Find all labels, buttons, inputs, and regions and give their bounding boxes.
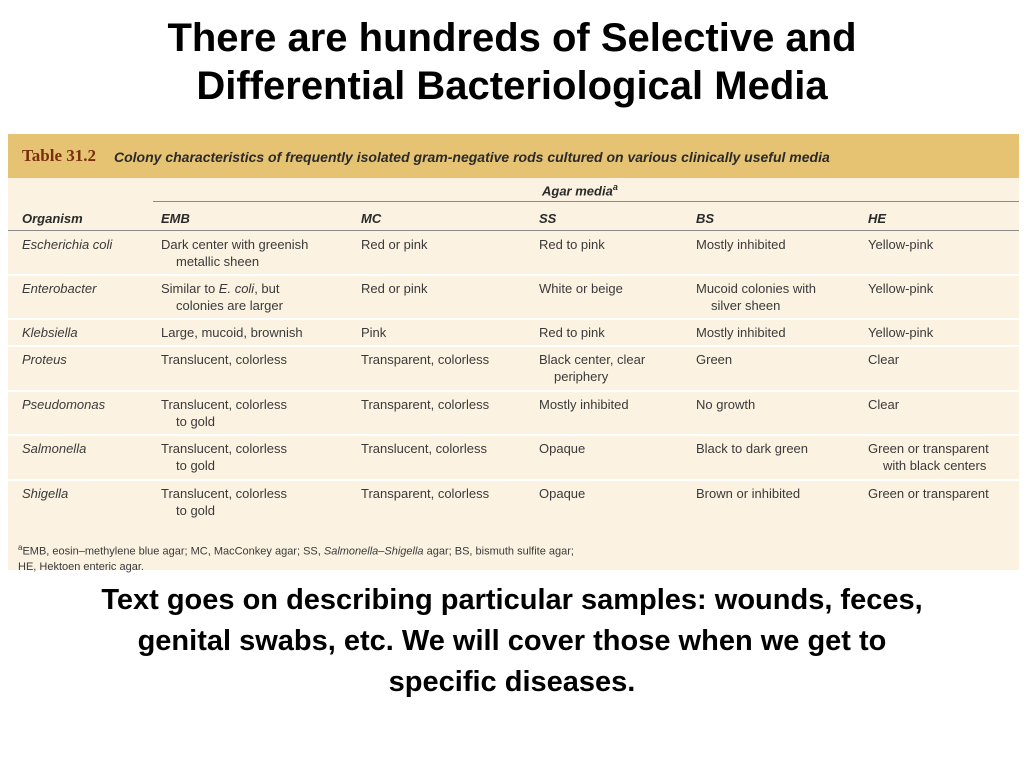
mc-cell: Pink: [361, 325, 387, 340]
column-header-mc: MC: [361, 211, 382, 226]
table-row: [8, 481, 1019, 533]
bs-cell: Green: [696, 352, 733, 367]
he-cell: Yellow-pink: [868, 237, 934, 252]
ss-cell: White or beige: [539, 281, 623, 296]
organism-name: Enterobacter: [22, 281, 97, 296]
ss-cell: Mostly inhibited: [539, 397, 629, 412]
footnote-line-1: [18, 540, 574, 560]
emb-cell-cont: to gold: [176, 503, 216, 518]
ss-cell-cont: periphery: [554, 369, 609, 384]
bs-cell-cont: silver sheen: [711, 298, 781, 313]
footnote-line-2: HE, Hektoen enteric agar.: [18, 560, 144, 573]
body-line-1: Text goes on describing particular samples: wounds, feces,: [101, 584, 923, 616]
footnote-mark: a: [18, 543, 23, 552]
emb-cell-cont: colonies are larger: [176, 298, 283, 313]
emb-cell: Dark center with greenish: [161, 237, 309, 252]
table-row: [8, 347, 1019, 392]
he-cell: Green or transparent: [868, 486, 989, 501]
column-header-ss: SS: [539, 211, 557, 226]
agar-media-footnote-mark: a: [612, 182, 618, 192]
he-cell-cont: with black centers: [883, 458, 987, 473]
table-row: [8, 392, 1019, 436]
footnote-text-end: agar; BS, bismuth sulfite agar;: [423, 545, 574, 558]
bs-cell: Black to dark green: [696, 441, 809, 456]
column-header-he: HE: [868, 211, 887, 226]
emb-cell: Translucent, colorless: [161, 352, 287, 367]
organism-name: Salmonella: [22, 441, 87, 456]
slide-title-line-2: Differential Bacteriological Media: [196, 64, 828, 108]
header-divider: [8, 230, 1019, 231]
he-cell: Green or transparent: [868, 441, 989, 456]
slide-title: [0, 14, 1024, 110]
emb-cell-cont: to gold: [176, 414, 216, 429]
agar-media-label-text: Agar media: [542, 183, 613, 199]
table-row: [8, 436, 1019, 481]
mc-cell: Transparent, colorless: [361, 352, 490, 367]
bs-cell: Mostly inhibited: [696, 325, 786, 340]
he-cell: Yellow-pink: [868, 281, 934, 296]
emb-cell: Large, mucoid, brownish: [161, 325, 303, 340]
bs-cell: No growth: [696, 397, 756, 412]
emb-cell: Translucent, colorless: [161, 441, 287, 456]
ss-cell: Black center, clear: [539, 352, 646, 367]
bs-cell: Brown or inhibited: [696, 486, 801, 501]
bs-cell: Mucoid colonies with: [696, 281, 816, 296]
he-cell: Clear: [868, 352, 900, 367]
ss-cell: Red to pink: [539, 237, 605, 252]
slide-body-text: [0, 580, 1024, 703]
column-header-organism: Organism: [22, 211, 83, 226]
footnote-text: EMB, eosin–methylene blue agar; MC, MacConkey agar; SS,: [22, 545, 324, 558]
mc-cell: Red or pink: [361, 237, 428, 252]
emb-cell-cont: metallic sheen: [176, 254, 260, 269]
table-figure: [8, 134, 1019, 573]
emb-cell: Translucent, colorless: [161, 397, 287, 412]
slide-title-line-1: There are hundreds of Selective and: [167, 16, 857, 60]
he-cell: Yellow-pink: [868, 325, 934, 340]
table-header-band: [8, 134, 1019, 178]
table-number: Table 31.2: [22, 146, 97, 165]
column-header-bs: BS: [696, 211, 715, 226]
table-row: [8, 320, 1019, 347]
body-line-3: specific diseases.: [388, 666, 636, 698]
organism-name: Escherichia coli: [22, 237, 113, 252]
body-line-2: genital swabs, etc. We will cover those when we get to: [137, 625, 887, 657]
group-divider: [153, 201, 1019, 202]
table-caption: Colony characteristics of frequently isolated gram-negative rods cultured on various clinically useful media: [114, 149, 830, 165]
he-cell: Clear: [868, 397, 900, 412]
organism-name: Klebsiella: [22, 325, 78, 340]
table-row: [8, 276, 1019, 320]
table-footnote: [18, 540, 574, 575]
organism-name: Proteus: [22, 352, 67, 367]
emb-cell: [161, 280, 283, 297]
organism-name: Pseudomonas: [22, 397, 106, 412]
mc-cell: Red or pink: [361, 281, 428, 296]
mc-cell: Transparent, colorless: [361, 486, 490, 501]
emb-cell-cont: to gold: [176, 458, 216, 473]
emb-cell-organism: E. coli: [218, 281, 255, 296]
table-row: [8, 232, 1019, 276]
mc-cell: Translucent, colorless: [361, 441, 487, 456]
column-header-emb: EMB: [161, 211, 190, 226]
footnote-italic-text: Salmonella–Shigella: [323, 545, 424, 558]
organism-name: Shigella: [22, 486, 69, 501]
mc-cell: Transparent, colorless: [361, 397, 490, 412]
agar-media-group-label: [542, 182, 618, 198]
ss-cell: Opaque: [539, 441, 586, 456]
emb-cell-text: Similar to: [161, 281, 219, 296]
emb-cell-text-end: , but: [254, 281, 280, 296]
bs-cell: Mostly inhibited: [696, 237, 786, 252]
ss-cell: Red to pink: [539, 325, 605, 340]
ss-cell: Opaque: [539, 486, 586, 501]
emb-cell: Translucent, colorless: [161, 486, 287, 501]
